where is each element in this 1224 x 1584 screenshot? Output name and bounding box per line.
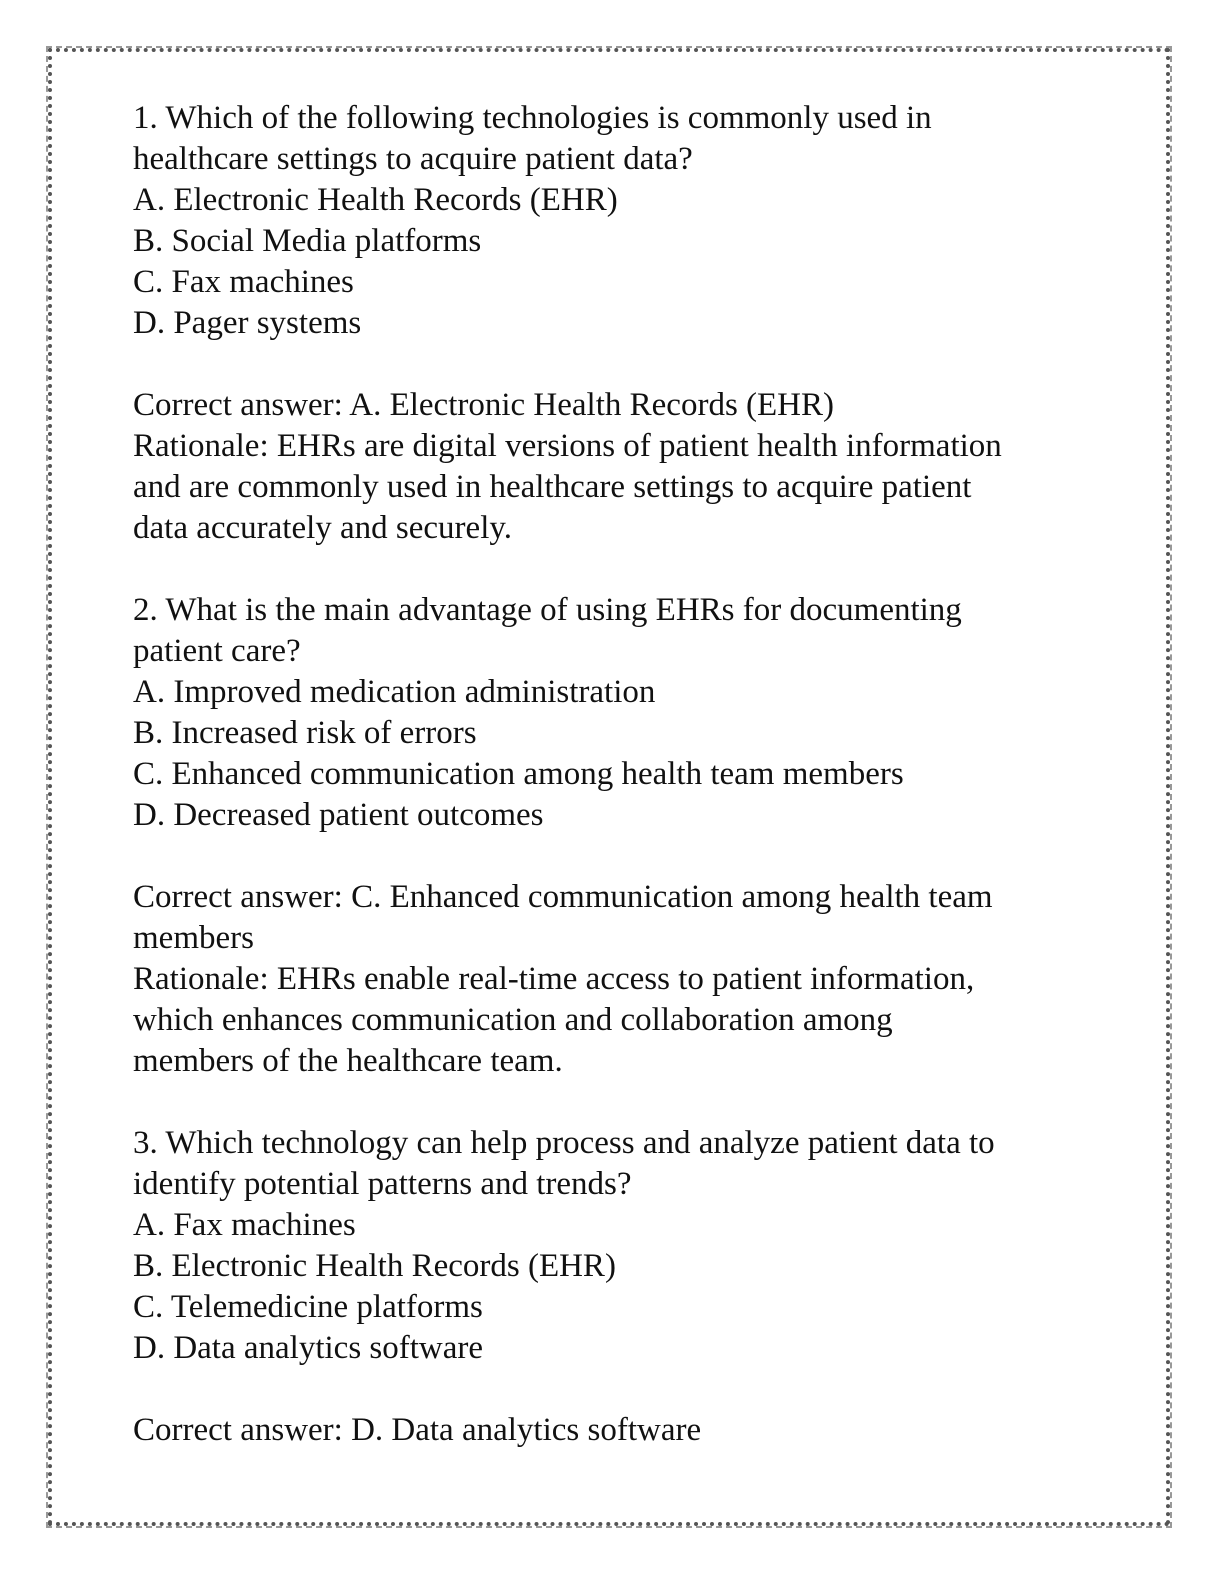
question-text: patient care? bbox=[133, 633, 301, 669]
option-b: B. Electronic Health Records (EHR) bbox=[133, 1248, 616, 1284]
option-a: A. Improved medication administration bbox=[133, 674, 656, 710]
correct-answer: Correct answer: D. Data analytics software bbox=[133, 1412, 702, 1448]
rationale: and are commonly used in healthcare settings to acquire patient bbox=[133, 469, 972, 505]
spacer bbox=[133, 1369, 1093, 1410]
option-c: C. Telemedicine platforms bbox=[133, 1289, 483, 1325]
correct-answer: Correct answer: A. Electronic Health Records (EHR) bbox=[133, 387, 835, 423]
option-d: D. Decreased patient outcomes bbox=[133, 797, 544, 833]
question-block-2 bbox=[133, 590, 1093, 1123]
option-c: C. Enhanced communication among health team members bbox=[133, 756, 904, 792]
option-a: A. Electronic Health Records (EHR) bbox=[133, 182, 618, 218]
spacer bbox=[133, 836, 1093, 877]
correct-answer: Correct answer: C. Enhanced communication among health team bbox=[133, 879, 993, 915]
option-d: D. Data analytics software bbox=[133, 1330, 484, 1366]
question-text: 3. Which technology can help process and analyze patient data to bbox=[133, 1125, 995, 1161]
option-b: B. Social Media platforms bbox=[133, 223, 482, 259]
question-text: 2. What is the main advantage of using EHRs for documenting bbox=[133, 592, 962, 628]
correct-answer: members bbox=[133, 920, 254, 956]
rationale: Rationale: EHRs enable real-time access to patient information, bbox=[133, 961, 975, 997]
option-b: B. Increased risk of errors bbox=[133, 715, 477, 751]
rationale: members of the healthcare team. bbox=[133, 1043, 563, 1079]
question-text: 1. Which of the following technologies is commonly used in bbox=[133, 100, 932, 136]
spacer bbox=[133, 549, 1093, 590]
option-a: A. Fax machines bbox=[133, 1207, 356, 1243]
rationale: data accurately and securely. bbox=[133, 510, 512, 546]
option-c: C. Fax machines bbox=[133, 264, 354, 300]
question-text: healthcare settings to acquire patient data? bbox=[133, 141, 693, 177]
spacer bbox=[133, 1082, 1093, 1123]
question-block-1 bbox=[133, 98, 1093, 590]
question-text: identify potential patterns and trends? bbox=[133, 1166, 632, 1202]
document-content bbox=[133, 98, 1093, 1451]
question-block-3 bbox=[133, 1123, 1093, 1451]
option-d: D. Pager systems bbox=[133, 305, 362, 341]
rationale: Rationale: EHRs are digital versions of patient health information bbox=[133, 428, 1002, 464]
rationale: which enhances communication and collaboration among bbox=[133, 1002, 893, 1038]
spacer bbox=[133, 344, 1093, 385]
